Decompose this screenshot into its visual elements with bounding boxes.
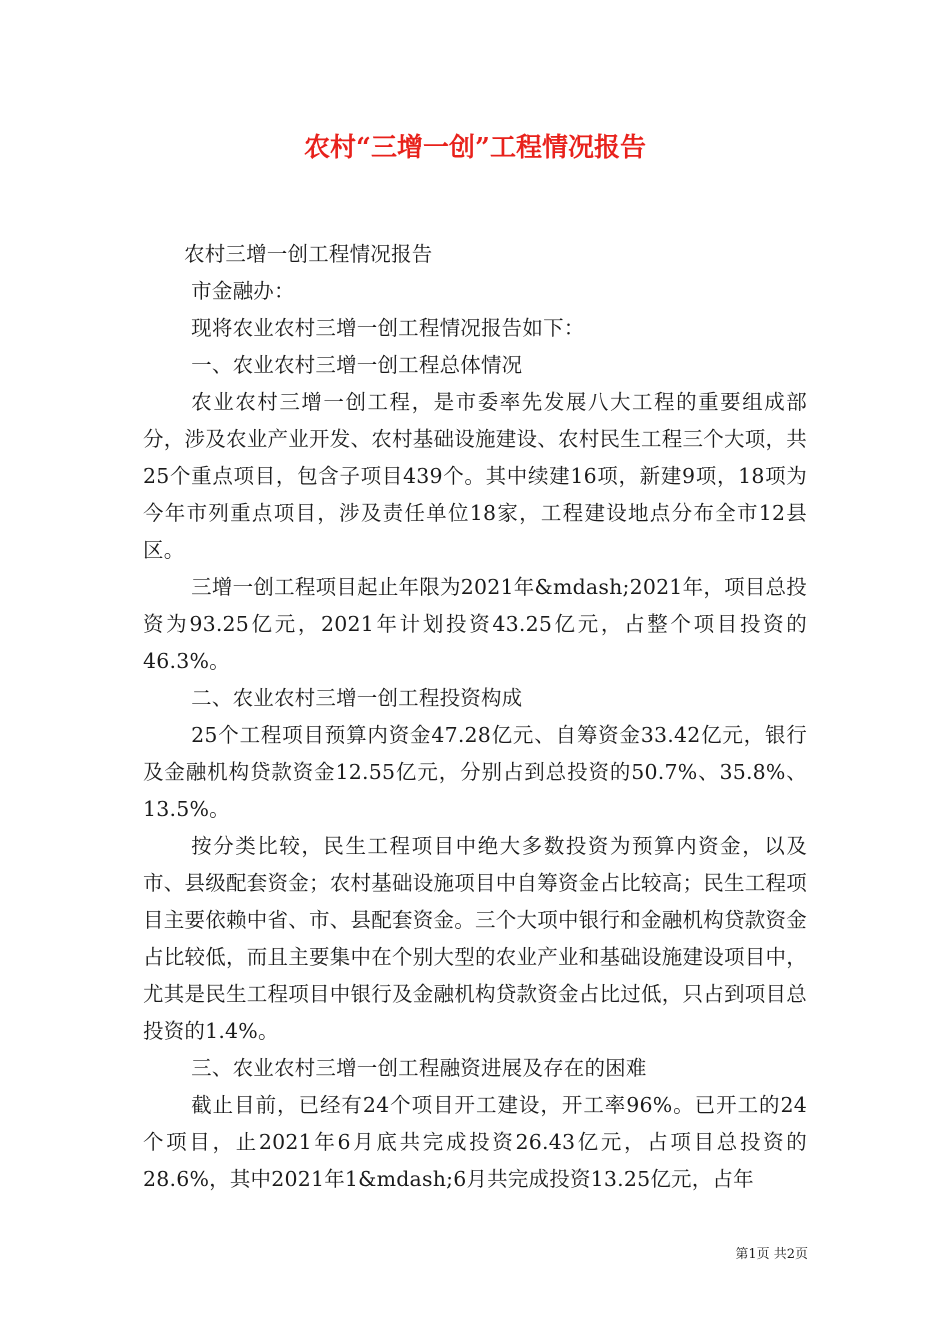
paragraph: 农业农村三增一创工程，是市委率先发展八大工程的重要组成部分，涉及农业产业开发、农村基础设施建设、农村民生工程三个大项，共25个重点项目，包含子项目439个。其中续建16项，新建9项，18项为今年市列重点项目，涉及责任单位18家，工程建设地点分布全市12县区。 bbox=[143, 390, 807, 562]
section-heading-2: 二、农业农村三增一创工程投资构成 bbox=[191, 686, 523, 710]
paragraph: 截止目前，已经有24个项目开工建设，开工率96%。已开工的24个项目，止2021年6月底共完成投资26.43亿元，占项目总投资的28.6%，其中2021年1&mdash;6月共完成投资13.25亿元，占年 bbox=[143, 1093, 807, 1191]
page-number-footer: 第1页 共2页 bbox=[735, 1247, 808, 1262]
paragraph: 三增一创工程项目起止年限为2021年&mdash;2021年，项目总投资为93.25亿元，2021年计划投资43.25亿元，占整个项目投资的46.3%。 bbox=[143, 575, 807, 673]
paragraph-intro: 现将农业农村三增一创工程情况报告如下： bbox=[191, 316, 585, 340]
document-title: 农村“三增一创”工程情况报告 bbox=[304, 133, 646, 163]
paragraph: 25个工程项目预算内资金47.28亿元、自筹资金33.42亿元，银行及金融机构贷款资金12.55亿元，分别占到总投资的50.7%、35.8%、13.5%。 bbox=[143, 723, 807, 821]
paragraph-heading: 农村三增一创工程情况报告 bbox=[184, 242, 433, 266]
section-heading-3: 三、农业农村三增一创工程融资进展及存在的困难 bbox=[191, 1056, 647, 1080]
section-heading-1: 一、农业农村三增一创工程总体情况 bbox=[191, 353, 523, 377]
paragraph-addressee: 市金融办： bbox=[191, 279, 295, 303]
paragraph: 按分类比较，民生工程项目中绝大多数投资为预算内资金，以及市、县级配套资金；农村基础设施项目中自筹资金占比较高；民生工程项目主要依赖中省、市、县配套资金。三个大项中银行和金融机构贷款资金占比较低，而且主要集中在个别大型的农业产业和基础设施建设项目中，尤其是民生工程项目中银行及金融机构贷款资金占比过低，只占到项目总投资的1.4%。 bbox=[143, 834, 807, 1043]
document-body bbox=[143, 236, 807, 1198]
